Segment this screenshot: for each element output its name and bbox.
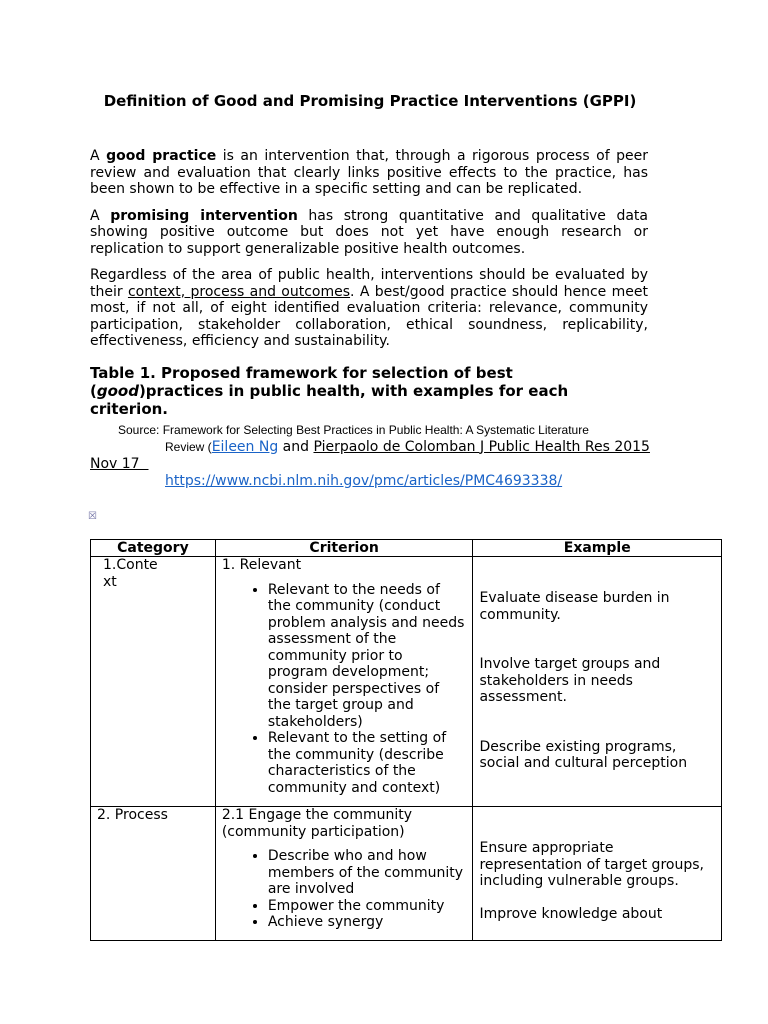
table-header-row [91,539,722,557]
text: Table 1. Proposed framework for selection of best ( [90,363,513,400]
example-text: Describe existing programs, social and cultural perception [479,738,688,771]
table-caption [90,364,650,418]
header-category: Category [91,539,216,557]
term-good-practice: good practice [106,148,217,164]
citation-text: Pierpaolo de Colomban J Public Health Res 2015 [313,438,650,455]
good-practice-paragraph [90,148,648,198]
table-row [91,557,722,807]
source-citation [165,439,768,456]
header-example: Example [473,539,722,557]
broken-image-icon: ☒ [88,510,97,522]
text: Regardless of the area of public health, interventions should be evaluated by their [90,267,648,300]
criterion-title: 2.1 Engage the community (community participation) [221,807,413,840]
page-title: Definition of Good and Promising Practice Interventions (GPPI) [103,92,637,110]
term-promising-intervention: promising intervention [110,207,298,224]
table-row [91,807,722,941]
criterion-list [222,582,467,797]
criterion-title: 1. Relevant [221,557,302,573]
article-url-link[interactable]: https://www.ncbi.nlm.nih.gov/pmc/articles/PMC4693338/ [165,472,563,489]
text: and [278,438,314,455]
author-link[interactable]: Eileen Ng [211,438,279,455]
source-line: Source: Framework for Selecting Best Practices in Public Health: A Systematic Literature [118,422,589,437]
list-item: • Describe who and how members of the community are involved [268,848,467,898]
example-text: Involve target groups and stakeholders in needs assessment. [479,656,661,705]
list-item: • Relevant to the needs of the community (conduct problem analysis and needs assessment of the community prior to program development; consider perspectives of the target group and stakeholders) [268,582,467,731]
text: )practices in public health, with examples for each criterion. [90,381,569,418]
text: A [90,207,111,224]
category-cell: 2. Process [97,807,168,823]
text: Review ( [165,439,212,454]
text: A [90,148,107,164]
example-text: Improve knowledge about [479,905,663,922]
citation-date: Nov 17 [90,455,149,472]
promising-intervention-paragraph [90,208,648,258]
example-text: Ensure appropriate representation of target groups, including vulnerable groups. [479,840,704,889]
header-criterion: Criterion [215,539,473,557]
italic-text: good [96,381,139,400]
text: . A best/good practice should hence meet most, if not all, of eight identified evaluation criteria: relevance, community participation, stakeholder collaboration, ethical soundness, replicability, effectiveness, efficiency and sustainability. [90,283,648,349]
criterion-list [222,848,467,931]
source-block [0,422,768,525]
text: has strong quantitative and qualitative data showing positive outcome but does not yet have enough research or replication to support generalizable positive health outcomes. [90,207,648,257]
text: is an intervention that, through a rigorous process of peer review and evaluation that clearly links positive effects to the practice, has been shown to be effective in a specific setting and can be replicated. [90,148,648,197]
list-item: • Achieve synergy [268,914,467,931]
example-text: Evaluate disease burden in community. [479,590,670,623]
list-item: • Relevant to the setting of the community (describe characteristics of the community and context) [268,730,467,796]
evaluation-paragraph [90,267,648,350]
underlined-text: context, process and outcomes [127,283,351,300]
list-item: • Empower the community [268,898,467,915]
framework-table [90,539,722,942]
category-cell: 1.Context [103,557,158,590]
